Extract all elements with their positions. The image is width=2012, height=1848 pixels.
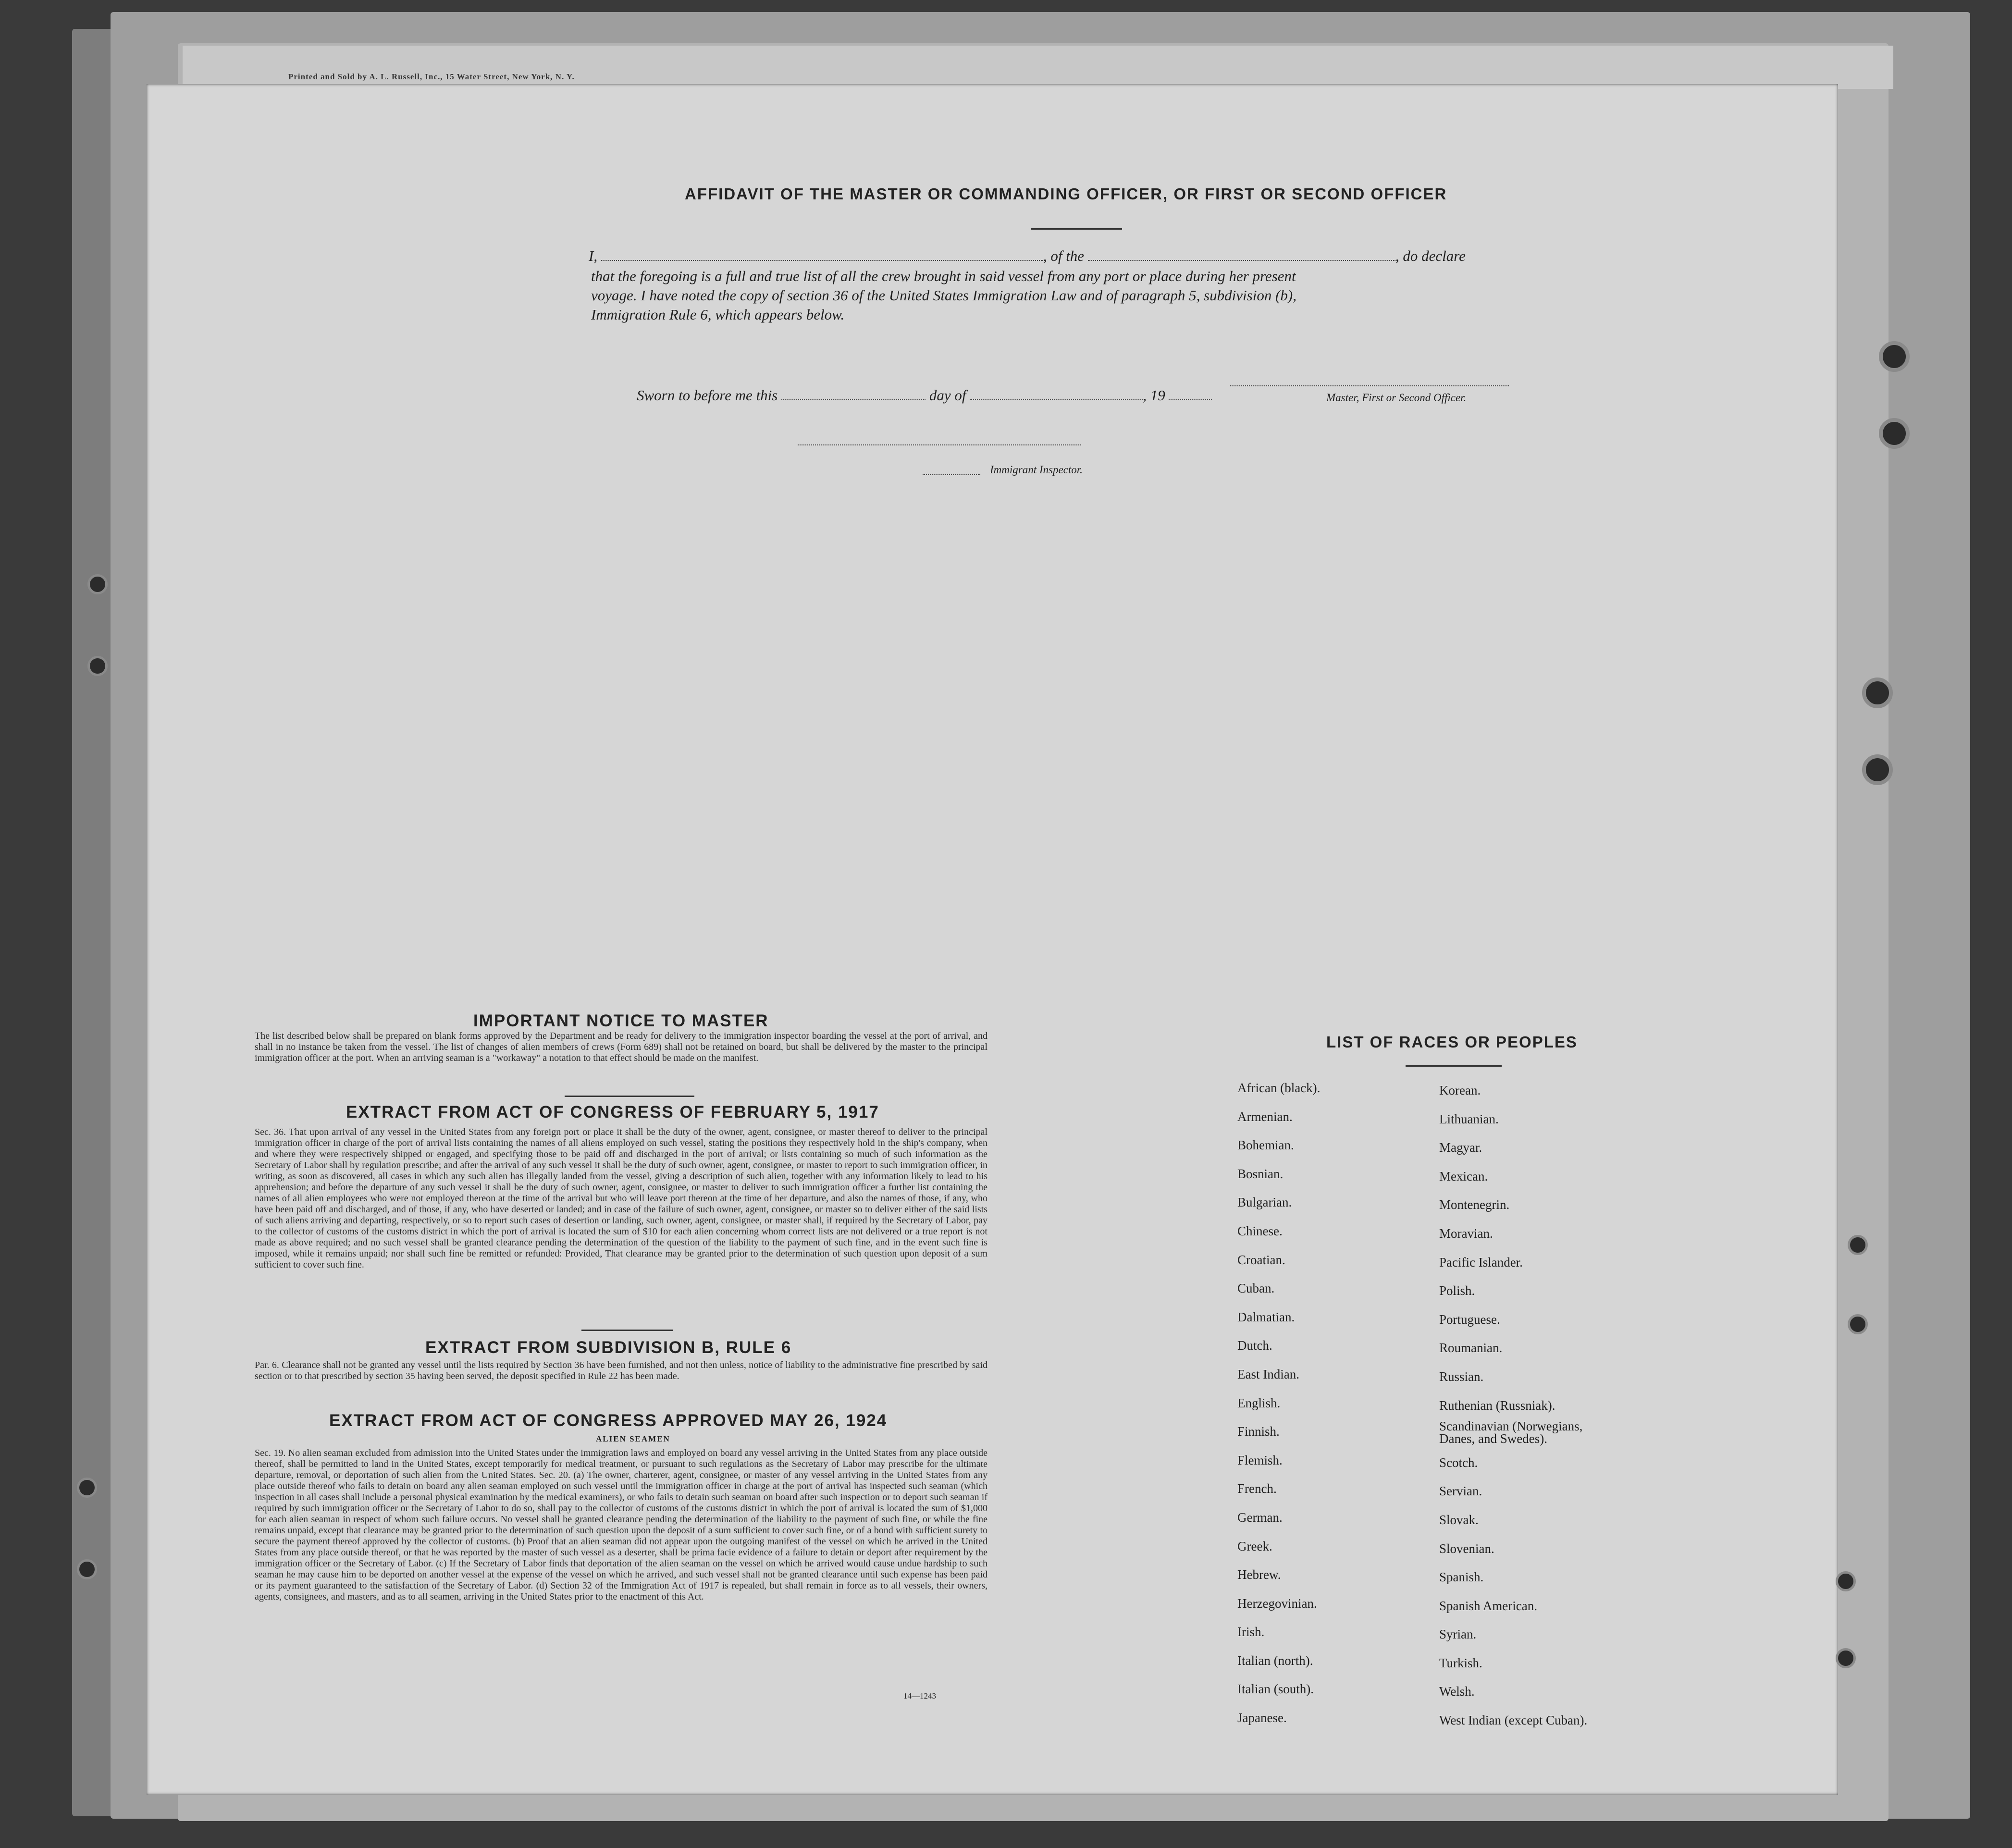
binder-hole [77, 1559, 97, 1579]
race-item: Spanish. [1439, 1570, 1484, 1585]
punch-hole [1848, 1314, 1868, 1334]
form-number: 14—1243 [903, 1691, 936, 1700]
affidavit-line-1 [589, 247, 1466, 265]
extract-1924-title: EXTRACT FROM ACT OF CONGRESS APPROVED MAY 26, 1924 [329, 1411, 888, 1430]
race-item: Hebrew. [1237, 1567, 1281, 1582]
extract-1917-title: EXTRACT FROM ACT OF CONGRESS OF FEBRUARY 5, 1917 [346, 1103, 879, 1121]
binder-hole [87, 574, 108, 594]
year-text: , 19 [1143, 387, 1165, 404]
race-item: Korean. [1439, 1083, 1481, 1097]
race-item: Greek. [1237, 1539, 1272, 1553]
race-item: Syrian. [1439, 1627, 1477, 1642]
extract-1924-body: Sec. 19. No alien seaman excluded from admission into the United States under the immigration laws and employed on board any vessel arriving in the United States from any place outside thereof, shall be permitted to land in the United States, except temporarily for medical treatment, or pursuant to such regulations as the Secretary of Labor may prescribe for the ultimate departure, removal, or deportation of such alien from the United States. Sec. 20. (a) The owner, charterer, agent, consignee, or master of any vessel arriving in the United States from any place outside thereof who fails to detain on board any alien seaman employed on such vessel until the immigration officer in charge at the port of arrival has inspected such seaman (which inspection in all cases shall include a personal physical examination by the medical examiners), or who fails to detain such seaman on board after such inspection or to deport such seaman if required by such immigration officer or the Secretary of Labor to do so, shall pay to the collector of customs of the customs district in which the port of arrival is located the sum of $1,000 for each alien seaman in respect of whom such failure occurs. No vessel shall be granted clearance pending the determination of the liability to the payment of such fine, or while the fine remains unpaid, except that clearance may be granted prior to the determination of such question upon the deposit of a sum sufficient to cover such fine, or of a bond with sufficient surety to secure the payment thereof approved by the collector of customs. (b) Proof that an alien seaman did not appear upon the outgoing manifest of the vessel on which he arrived in the United States from any place outside thereof, or that he was reported by the master of such vessel as a deserter, shall be prima facie evidence of a failure to detain or deport after requirement by the immigration officer or the Secretary of Labor. (c) If the Secretary of Labor finds that deportation of the alien seaman on the vessel on which he arrived would cause undue hardship to such seaman he may cause him to be deported on another vessel at the expense of the vessel on which he arrived, and such vessel shall not be granted clearance until such expense has been paid or its payment guaranteed to the satisfaction of the Secretary of Labor. (d) Section 32 of the Immigration Act of 1917 is repealed, but shall remain in force as to all vessels, their owners, agents, consignees, and masters, and as to all seamen, arriving in the United States prior to the enactment of this Act. [255, 1448, 987, 1602]
affidavit-line-4: Immigration Rule 6, which appears below. [591, 306, 845, 323]
printer-imprint: Printed and Sold by A. L. Russell, Inc., 15 Water Street, New York, N. Y. [288, 72, 575, 81]
master-signature-label: Master, First or Second Officer. [1326, 392, 1467, 404]
extract-1924-subtitle: ALIEN SEAMEN [596, 1434, 670, 1443]
race-item: Russian. [1439, 1369, 1484, 1384]
race-item: Irish. [1237, 1625, 1265, 1639]
affidavit-line-3: voyage. I have noted the copy of section 36 of the United States Immigration Law and of paragraph 5, subdivision (b), [591, 287, 1296, 304]
divider [1031, 228, 1122, 230]
punch-hole [1879, 418, 1910, 449]
extract-1917-body: Sec. 36. That upon arrival of any vessel in the United States from any foreign port or place it shall be the duty of the owner, agent, consignee, or master thereof to deliver to the principal immigration officer in charge of the port of arrival lists containing the names of all aliens employed on such vessel, stating the positions they respectively hold in the ship's company, when and where they were respectively shipped or engaged, and specifying those to be paid off and discharged in the port of arrival; or lists containing so much of such information as the Secretary of Labor shall by regulation prescribe; and after the arrival of any such vessel it shall be the duty of such owner, agent, consignee, or master to report to such immigration officer, in writing, as soon as discovered, all cases in which any such alien has illegally landed from the vessel, giving a description of such alien, together with any information likely to lead to his apprehension; and before the departure of any such vessel it shall be the duty of such owner, agent, consignee, or master to deliver to such immigration officer a further list containing the names of all alien employees who were not employed thereon at the time of the arrival but who will leave port thereon at the time of her departure, and also the names of those, if any, who have been paid off and discharged, and of those, if any, who have deserted or landed; and in case of the failure of such owner, agent, consignee, or master so to deliver either of the said lists of such aliens arriving and departing, respectively, or so to report such cases of desertion or landing, such owner, agent, consignee, or master shall, if required by the Secretary of Labor, pay to the collector of customs of the customs district in which the port of arrival is located the sum of $10 for each alien concerning whom correct lists are not delivered or a true report is not made as above required; and no such vessel shall be granted clearance pending the determination of the question of the liability to the payment of such fine, and in the event such fine is imposed, while it remains unpaid; nor shall such fine be remitted or refunded: Provided, That clearance may be granted prior to the determination of such question upon deposit of a sum sufficient to cover such fine. [255, 1127, 987, 1270]
race-item: Dalmatian. [1237, 1309, 1295, 1324]
race-item: African (black). [1237, 1081, 1321, 1095]
race-item: Italian (north). [1237, 1653, 1313, 1668]
notice-title: IMPORTANT NOTICE TO MASTER [473, 1011, 769, 1030]
race-item: Japanese. [1237, 1711, 1287, 1725]
race-item: Moravian. [1439, 1226, 1493, 1241]
race-item: Bosnian. [1237, 1166, 1284, 1181]
races-column-1 [1237, 1074, 1320, 1733]
race-item: Bulgarian. [1237, 1195, 1292, 1210]
race-item: Welsh. [1439, 1684, 1475, 1699]
inspector-dash [923, 473, 980, 475]
punch-hole [1879, 341, 1910, 372]
month-blank [970, 388, 1143, 400]
sworn-line [637, 387, 1212, 404]
race-item: Chinese. [1237, 1223, 1283, 1238]
affidavit-title: AFFIDAVIT OF THE MASTER OR COMMANDING OFFICER, OR FIRST OR SECOND OFFICER [685, 185, 1447, 203]
race-item: Armenian. [1237, 1109, 1293, 1124]
race-item: Bohemian. [1237, 1138, 1294, 1153]
divider [1406, 1065, 1502, 1067]
race-item: Roumanian. [1439, 1341, 1503, 1355]
race-item: Herzegovinian. [1237, 1596, 1317, 1611]
punch-hole [1848, 1235, 1868, 1255]
race-item: Mexican. [1439, 1169, 1488, 1183]
inspector-signature-label: Immigrant Inspector. [990, 464, 1083, 476]
race-item: Scotch. [1439, 1455, 1478, 1470]
printer-strip [183, 46, 1893, 89]
race-item: Lithuanian. [1439, 1111, 1499, 1126]
race-item: Slovenian. [1439, 1541, 1494, 1556]
race-item: English. [1237, 1395, 1281, 1410]
divider [565, 1096, 694, 1097]
affidavit-of-the: , of the [1043, 247, 1085, 264]
race-item: Slovak. [1439, 1512, 1479, 1527]
punch-hole [1862, 754, 1893, 785]
race-item: Dutch. [1237, 1338, 1272, 1353]
punch-hole [1862, 678, 1893, 708]
race-item: Italian (south). [1237, 1682, 1314, 1697]
race-item: Pacific Islander. [1439, 1255, 1523, 1269]
race-item: French. [1237, 1481, 1277, 1496]
races-column-2 [1439, 1076, 1612, 1735]
race-item: West Indian (except Cuban). [1439, 1713, 1588, 1728]
day-blank [781, 388, 926, 400]
race-item: Croatian. [1237, 1252, 1285, 1267]
day-of-text: day of [929, 387, 966, 404]
race-item: Spanish American. [1439, 1598, 1537, 1613]
race-item: Cuban. [1237, 1281, 1275, 1296]
race-item: German. [1237, 1510, 1283, 1525]
race-item: Polish. [1439, 1283, 1475, 1298]
race-item: Turkish. [1439, 1655, 1482, 1670]
race-item: Scandinavian (Norwegians, Danes, and Swedes). [1439, 1419, 1583, 1446]
vessel-blank [1088, 248, 1395, 261]
inspector-signature-line [798, 444, 1081, 445]
notice-body: The list described below shall be prepared on blank forms approved by the Department and be ready for delivery to the immigration inspector boarding the vessel at the port of arrival, and shall in no instance be taken from the vessel. The list of changes of alien members of crews (Form 689) shall not be retained on board, but shall be delivered by the master to the principal immigration officer at the port. When an arriving seaman is a "workaway" a notation to that effect should be made on the manifest. [255, 1031, 987, 1063]
extract-rule6-title: EXTRACT FROM SUBDIVISION B, RULE 6 [425, 1338, 792, 1357]
binder-hole [77, 1478, 97, 1498]
name-blank [601, 248, 1043, 261]
race-item: Servian. [1439, 1484, 1482, 1499]
races-title: LIST OF RACES OR PEOPLES [1326, 1033, 1578, 1051]
race-item: Magyar. [1439, 1140, 1482, 1155]
affidavit-do-declare: , do declare [1395, 247, 1466, 264]
manifest-page [147, 84, 1838, 1795]
race-item: East Indian. [1237, 1367, 1299, 1381]
extract-rule6-body: Par. 6. Clearance shall not be granted any vessel until the lists required by Section 36 have been furnished, and not then unless, notice of liability to the administrative fine prescribed by said section or to that prescribed by section 35 having been served, the deposit specified in Rule 22 has been made. [255, 1360, 987, 1381]
race-item: Portuguese. [1439, 1312, 1500, 1327]
race-item: Finnish. [1237, 1424, 1280, 1439]
sworn-text: Sworn to before me this [637, 387, 778, 404]
race-item: Flemish. [1237, 1453, 1283, 1467]
master-signature-line [1230, 384, 1509, 386]
punch-hole [1836, 1571, 1856, 1591]
affidavit-i: I, [589, 247, 598, 264]
race-item: Ruthenian (Russniak). [1439, 1398, 1555, 1413]
affidavit-line-2: that the foregoing is a full and true list of all the crew brought in said vessel from any port or place during her present [591, 268, 1296, 284]
divider [581, 1330, 673, 1331]
binder-hole [87, 656, 108, 676]
race-item: Montenegrin. [1439, 1197, 1510, 1212]
punch-hole [1836, 1648, 1856, 1668]
year-blank [1169, 388, 1212, 400]
